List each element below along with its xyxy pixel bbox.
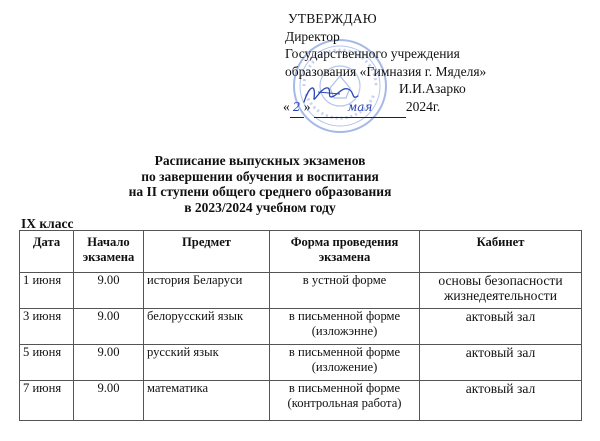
document-title bbox=[0, 153, 520, 215]
date-open-quote: « bbox=[283, 99, 290, 115]
date-year: 2024г. bbox=[405, 99, 441, 115]
cell-form: в письменной форме (контрольная работа) bbox=[270, 381, 420, 421]
exam-schedule-table bbox=[19, 230, 582, 421]
cell-date: 5 июня bbox=[20, 345, 74, 381]
cell-room: основы безопасности жизнедеятельности bbox=[420, 273, 582, 309]
header-subject: Предмет bbox=[144, 231, 270, 273]
header-start: Начало экзамена bbox=[74, 231, 144, 273]
cell-date: 7 июня bbox=[20, 381, 74, 421]
cell-room: актовый зал bbox=[420, 309, 582, 345]
date-close-quote: » bbox=[303, 99, 311, 115]
cell-form: в письменной форме (изложение) bbox=[270, 345, 420, 381]
approval-block bbox=[283, 10, 583, 116]
approval-org-line1: Государственного учреждения bbox=[285, 46, 460, 62]
cell-subject: история Беларуси bbox=[144, 273, 270, 309]
table-header-row bbox=[20, 231, 582, 273]
header-form: Форма проведения экзамена bbox=[270, 231, 420, 273]
table-row bbox=[20, 309, 582, 345]
title-line-1: Расписание выпускных экзаменов bbox=[154, 153, 366, 168]
cell-time: 9.00 bbox=[74, 381, 144, 421]
table-row bbox=[20, 273, 582, 309]
cell-time: 9.00 bbox=[74, 345, 144, 381]
cell-subject: русский язык bbox=[144, 345, 270, 381]
table-row bbox=[20, 381, 582, 421]
approval-date bbox=[283, 98, 583, 116]
cell-date: 3 июня bbox=[20, 309, 74, 345]
table-row bbox=[20, 345, 582, 381]
approval-position: Директор bbox=[285, 28, 340, 44]
header-room: Кабинет bbox=[420, 231, 582, 273]
title-line-2: по завершении обучения и воспитания bbox=[141, 168, 379, 184]
cell-date: 1 июня bbox=[20, 273, 74, 309]
cell-subject: математика bbox=[144, 381, 270, 421]
cell-room: актовый зал bbox=[420, 345, 582, 381]
cell-time: 9.00 bbox=[74, 309, 144, 345]
title-line-4: в 2023/2024 учебном году bbox=[184, 199, 336, 215]
approval-heading: УТВЕРЖДАЮ bbox=[288, 11, 377, 26]
cell-subject: белорусский язык bbox=[144, 309, 270, 345]
date-month: мая bbox=[347, 100, 373, 115]
title-line-3: на II ступени общего среднего образования bbox=[128, 184, 392, 199]
header-date: Дата bbox=[20, 231, 74, 273]
date-day: 2 bbox=[292, 100, 301, 115]
signer-name: И.И.Азарко bbox=[399, 81, 466, 97]
grade-label: IX класс bbox=[21, 216, 74, 231]
approval-org-line2: образования «Гимназия г. Мяделя» bbox=[285, 63, 487, 79]
cell-room: актовый зал bbox=[420, 381, 582, 421]
cell-form: в письменной форме (изложэнне) bbox=[270, 309, 420, 345]
signature-line bbox=[283, 80, 583, 98]
cell-time: 9.00 bbox=[74, 273, 144, 309]
cell-form: в устной форме bbox=[270, 273, 420, 309]
